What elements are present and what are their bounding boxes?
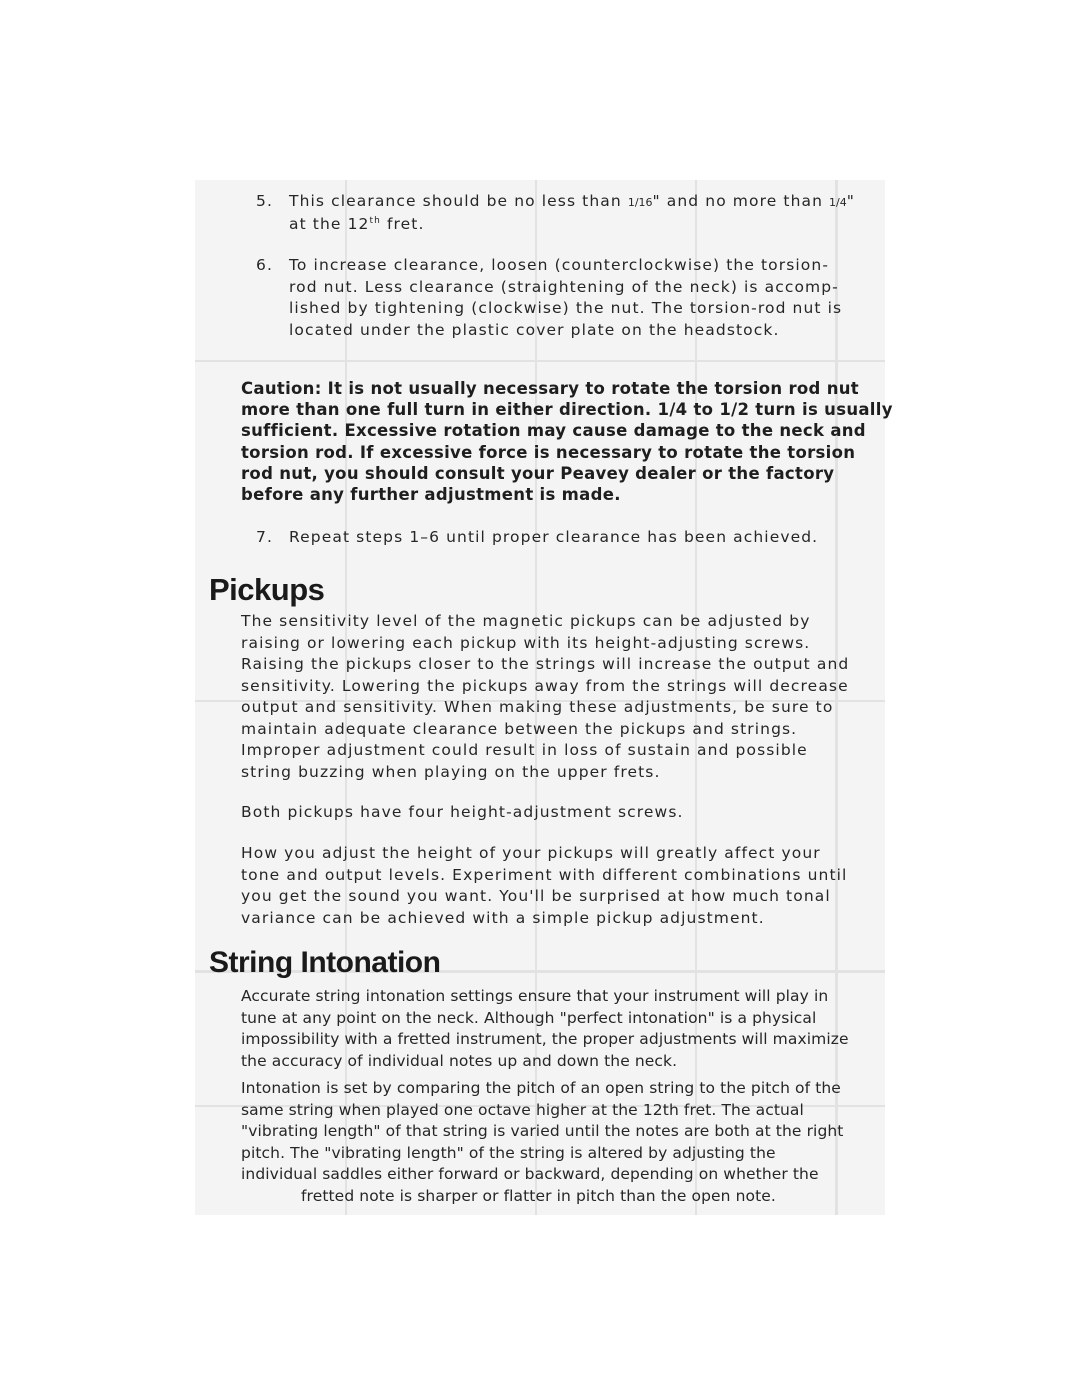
step-number: 6. — [256, 256, 273, 274]
step-line: Repeat steps 1–6 until proper clearance has been achieved. — [289, 528, 819, 546]
fraction-sixteenth: 1/16 — [627, 196, 653, 209]
caution-line: Caution: It is not usually necessary to rotate the torsion rod nut — [241, 379, 859, 398]
step-5: 5. This clearance should be no less than 1/16" and no more than 1/4" at the 12th fret. — [256, 192, 855, 233]
step-number: 7. — [256, 528, 273, 546]
caution-line: more than one full turn in either direction. 1/4 to 1/2 turn is usually — [241, 400, 893, 420]
pickups-paragraph-1: The sensitivity level of the magnetic pickups can be adjusted by raising or lowering each pickup with its height-adjusting screws. Raising the pickups closer to the strings will increase the output and sensitivity. Lowering the pickups away from the strings will decrease output and sensitivity. When making these adjustments, be sure to maintain adequate clearance between the pickups and strings. Improper adjustment could result in loss of sustain and possible string buzzing when playing on the upper frets. — [241, 612, 850, 781]
intonation-paragraph-2: Intonation is set by comparing the pitch of an open string to the pitch of the same string when played one octave higher at the 12th fret. The actual "vibrating length" of that string is varied until the notes are both at the right pitch. The "vibrating length" of the string is altered by adjusting the individual saddles either forward or backward, depending on whether the fretted note is sharper or flatter in pitch than the open note. — [241, 1079, 844, 1205]
pickups-paragraph-2: Both pickups have four height-adjustment screws. — [241, 803, 684, 821]
caution-line: torsion rod. If excessive force is necessary to rotate the torsion — [241, 442, 856, 462]
fraction-quarter: 1/4 — [829, 196, 847, 209]
step-line: lished by tightening (clockwise) the nut. The torsion-rod nut is — [289, 299, 843, 317]
step-7 — [256, 527, 866, 549]
caution-notice — [241, 378, 893, 505]
intonation-paragraph-1: Accurate string intonation settings ensure that your instrument will play in tune at any point on the neck. Although "perfect intonation" is a physical impossibility with a fretted instrument, the proper adjustments will maximize the accuracy of individual notes up and down the neck. — [241, 987, 849, 1070]
caution-line: before any further adjustment is made. — [241, 485, 621, 505]
step-line: rod nut. Less clearance (straightening of the neck) is accomp- — [289, 277, 839, 296]
caution-line: rod nut, you should consult your Peavey dealer or the factory — [241, 463, 835, 483]
step-line: located under the plastic cover plate on the headstock. — [289, 320, 780, 339]
caution-line: sufficient. Excessive rotation may cause damage to the neck and — [241, 421, 866, 441]
step-line: To increase clearance, loosen (counterclockwise) the torsion- — [289, 256, 830, 274]
superscript-th: th — [369, 215, 381, 226]
pickups-paragraph-3: How you adjust the height of your pickups will greatly affect your tone and output levels. Experiment with different combinations until you get the sound you want. You'll be surprised at how much tonal variance can be achieved with a simple pickup adjustment. — [241, 844, 848, 927]
pickups-heading: Pickups — [209, 572, 325, 607]
step-number: 5. — [256, 192, 273, 210]
step-6 — [256, 255, 866, 341]
string-intonation-heading: String Intonation — [209, 946, 441, 979]
